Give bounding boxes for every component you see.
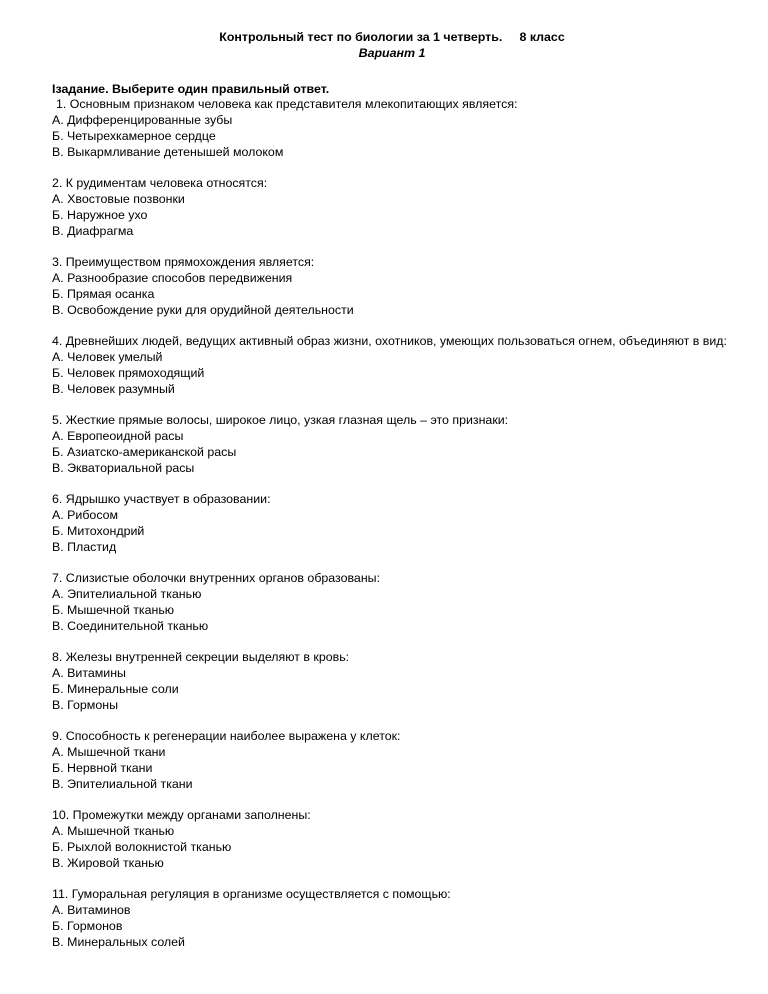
question-text: 4. Древнейших людей, ведущих активный образ жизни, охотников, умеющих пользоваться огнем, объединяют в вид: [52, 334, 727, 349]
document-title: Контрольный тест по биологии за 1 четверть. [219, 30, 503, 44]
grade-label: 8 класс [519, 30, 565, 44]
answer-option: Б. Азиатско-американской расы [52, 444, 237, 459]
question-block [52, 255, 738, 318]
question-text: 7. Слизистые оболочки внутренних органов образованы: [52, 571, 381, 586]
question-block [52, 571, 738, 634]
question-block [52, 413, 738, 476]
question-text: 3. Преимуществом прямохождения является: [52, 255, 315, 270]
answer-option: В. Эпителиальной ткани [52, 776, 193, 791]
task-heading: Iзадание. Выберите один правильный ответ. [52, 81, 330, 96]
question-block [52, 334, 738, 397]
answer-option: В. Минеральных солей [52, 934, 185, 949]
answer-option: А. Разнообразие способов передвижения [52, 271, 293, 286]
answer-option: Б. Митохондрий [52, 523, 145, 538]
answer-option: В. Освобождение руки для орудийной деятельности [52, 302, 354, 317]
answer-option: А. Хвостовые позвонки [52, 192, 185, 207]
question-block [52, 808, 738, 871]
answer-option: Б. Наружное ухо [52, 207, 148, 222]
question-list [52, 97, 738, 950]
answer-option: Б. Рыхлой волокнистой тканью [52, 839, 232, 854]
answer-option: А. Рибосом [52, 508, 119, 523]
answer-option: Б. Четырехкамерное сердце [52, 128, 216, 143]
title-row [52, 30, 732, 46]
answer-option: А. Эпителиальной тканью [52, 587, 202, 602]
question-text: 10. Промежутки между органами заполнены: [52, 808, 311, 823]
answer-option: Б. Прямая осанка [52, 286, 155, 301]
question-block [52, 650, 738, 713]
question-block [52, 492, 738, 555]
answer-option: В. Диафрагма [52, 223, 134, 238]
question-text: 2. К рудиментам человека относятся: [52, 176, 268, 191]
answer-option: Б. Гормонов [52, 918, 123, 933]
answer-option: Б. Нервной ткани [52, 760, 153, 775]
question-block [52, 97, 738, 160]
answer-option: В. Человек разумный [52, 381, 175, 396]
answer-option: Б. Минеральные соли [52, 681, 179, 696]
answer-option: А. Европеоидной расы [52, 429, 184, 444]
answer-option: А. Мышечной ткани [52, 745, 166, 760]
answer-option: А. Витаминов [52, 903, 131, 918]
answer-option: В. Гормоны [52, 697, 118, 712]
answer-option: Б. Мышечной тканью [52, 602, 175, 617]
question-block [52, 729, 738, 792]
question-text: 5. Жесткие прямые волосы, широкое лицо, узкая глазная щель – это признаки: [52, 413, 509, 428]
question-text: 1. Основным признаком человека как представителя млекопитающих является: [56, 97, 518, 112]
question-block [52, 887, 738, 950]
question-text: 6. Ядрышко участвует в образовании: [52, 492, 271, 507]
answer-option: Б. Человек прямоходящий [52, 365, 205, 380]
question-text: 11. Гуморальная регуляция в организме осуществляется с помощью: [52, 887, 451, 902]
answer-option: В. Выкармливание детенышей молоком [52, 144, 284, 159]
question-block [52, 176, 738, 239]
question-text: 8. Железы внутренней секреции выделяют в кровь: [52, 650, 350, 665]
answer-option: А. Витамины [52, 666, 126, 681]
answer-option: В. Пластид [52, 539, 117, 554]
answer-option: А. Мышечной тканью [52, 824, 175, 839]
answer-option: В. Экваториальной расы [52, 460, 195, 475]
answer-option: В. Соединительной тканью [52, 618, 209, 633]
document-header [52, 30, 738, 62]
variant-label: Вариант 1 [358, 45, 426, 60]
question-text: 9. Способность к регенерации наиболее выражена у клеток: [52, 729, 401, 744]
answer-option: А. Дифференцированные зубы [52, 113, 233, 128]
answer-option: В. Жировой тканью [52, 855, 164, 870]
answer-option: А. Человек умелый [52, 350, 163, 365]
